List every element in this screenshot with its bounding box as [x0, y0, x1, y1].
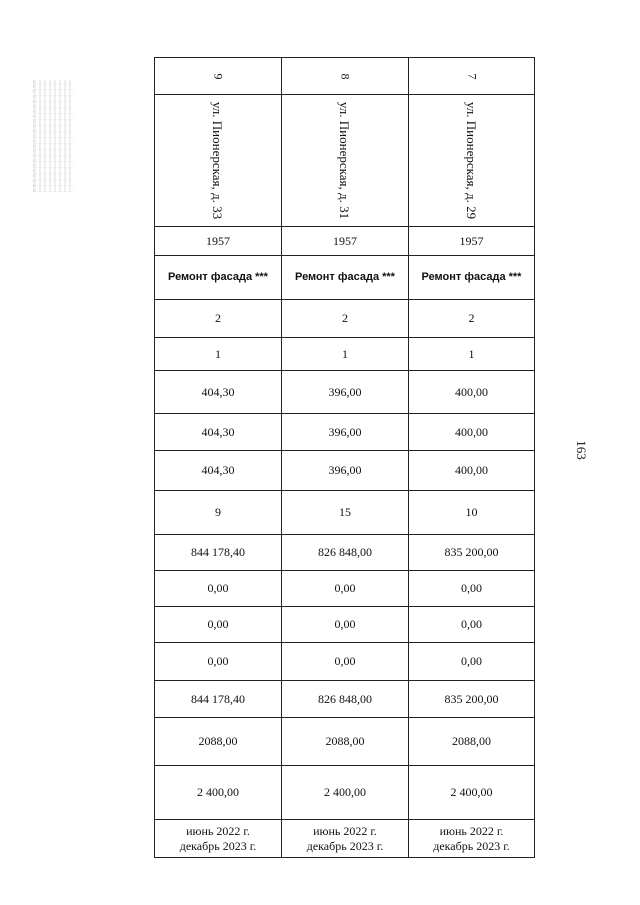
- table-cell: 2 400,00: [155, 766, 282, 820]
- table-row: [155, 491, 535, 535]
- row-number: [155, 58, 535, 95]
- table-row: [155, 535, 535, 571]
- table-cell: 2: [409, 300, 535, 338]
- table-cell: 844 178,40: [155, 535, 282, 571]
- table-cell: 15: [282, 491, 409, 535]
- table-cell: 0,00: [155, 571, 282, 607]
- row-period: [155, 820, 535, 858]
- table-cell: 0,00: [155, 643, 282, 681]
- cell-year: 1957: [409, 227, 535, 256]
- table-cell: 1: [409, 338, 535, 371]
- table-cell: 835 200,00: [409, 535, 535, 571]
- table-row: [155, 766, 535, 820]
- table-row: [155, 300, 535, 338]
- table-cell: 396,00: [282, 414, 409, 451]
- table-row: [155, 571, 535, 607]
- table-cell: 1: [155, 338, 282, 371]
- cell-period: июнь 2022 г. декабрь 2023 г.: [155, 820, 282, 858]
- row-year: [155, 227, 535, 256]
- page-number: 163: [574, 440, 589, 460]
- cell-work-type: Ремонт фасада ***: [155, 256, 282, 300]
- table-cell: 0,00: [409, 643, 535, 681]
- table-cell: 0,00: [409, 571, 535, 607]
- table-row: [155, 718, 535, 766]
- cell-address: ул. Пионерская, д. 29: [409, 95, 535, 227]
- table-row: [155, 607, 535, 643]
- table-cell: 2 400,00: [282, 766, 409, 820]
- table-cell: 0,00: [282, 607, 409, 643]
- table-cell: 835 200,00: [409, 681, 535, 718]
- table-cell: 404,30: [155, 414, 282, 451]
- table-row: [155, 643, 535, 681]
- table-cell: 0,00: [155, 607, 282, 643]
- cell-year: 1957: [282, 227, 409, 256]
- table-cell: 2088,00: [409, 718, 535, 766]
- table-row: [155, 414, 535, 451]
- table-cell: 826 848,00: [282, 535, 409, 571]
- row-address: [155, 95, 535, 227]
- table-cell: 396,00: [282, 451, 409, 491]
- table-cell: 10: [409, 491, 535, 535]
- table-cell: 0,00: [282, 571, 409, 607]
- table-cell: 400,00: [409, 371, 535, 414]
- cell-year: 1957: [155, 227, 282, 256]
- stamp-mark: [33, 80, 74, 192]
- cell-num: 8: [282, 58, 409, 95]
- table-row: [155, 451, 535, 491]
- cell-work-type: Ремонт фасада ***: [282, 256, 409, 300]
- cell-period: июнь 2022 г. декабрь 2023 г.: [409, 820, 535, 858]
- table-cell: 2088,00: [155, 718, 282, 766]
- table-cell: 404,30: [155, 451, 282, 491]
- cell-address: ул. Пионерская, д. 31: [282, 95, 409, 227]
- cell-num: 9: [155, 58, 282, 95]
- table-cell: 400,00: [409, 414, 535, 451]
- table-cell: 0,00: [282, 643, 409, 681]
- row-work-type: [155, 256, 535, 300]
- table-cell: 1: [282, 338, 409, 371]
- cell-num: 7: [409, 58, 535, 95]
- table-cell: 404,30: [155, 371, 282, 414]
- housing-table: [154, 57, 535, 858]
- cell-address: ул. Пионерская, д. 33: [155, 95, 282, 227]
- table-cell: 844 178,40: [155, 681, 282, 718]
- table-row: [155, 371, 535, 414]
- table-cell: 9: [155, 491, 282, 535]
- table-cell: 2 400,00: [409, 766, 535, 820]
- cell-period: июнь 2022 г. декабрь 2023 г.: [282, 820, 409, 858]
- table-cell: 396,00: [282, 371, 409, 414]
- table-cell: 0,00: [409, 607, 535, 643]
- table-cell: 826 848,00: [282, 681, 409, 718]
- table-row: [155, 681, 535, 718]
- table-row: [155, 338, 535, 371]
- table-cell: 2: [155, 300, 282, 338]
- table-cell: 2: [282, 300, 409, 338]
- table-cell: 400,00: [409, 451, 535, 491]
- table-cell: 2088,00: [282, 718, 409, 766]
- cell-work-type: Ремонт фасада ***: [409, 256, 535, 300]
